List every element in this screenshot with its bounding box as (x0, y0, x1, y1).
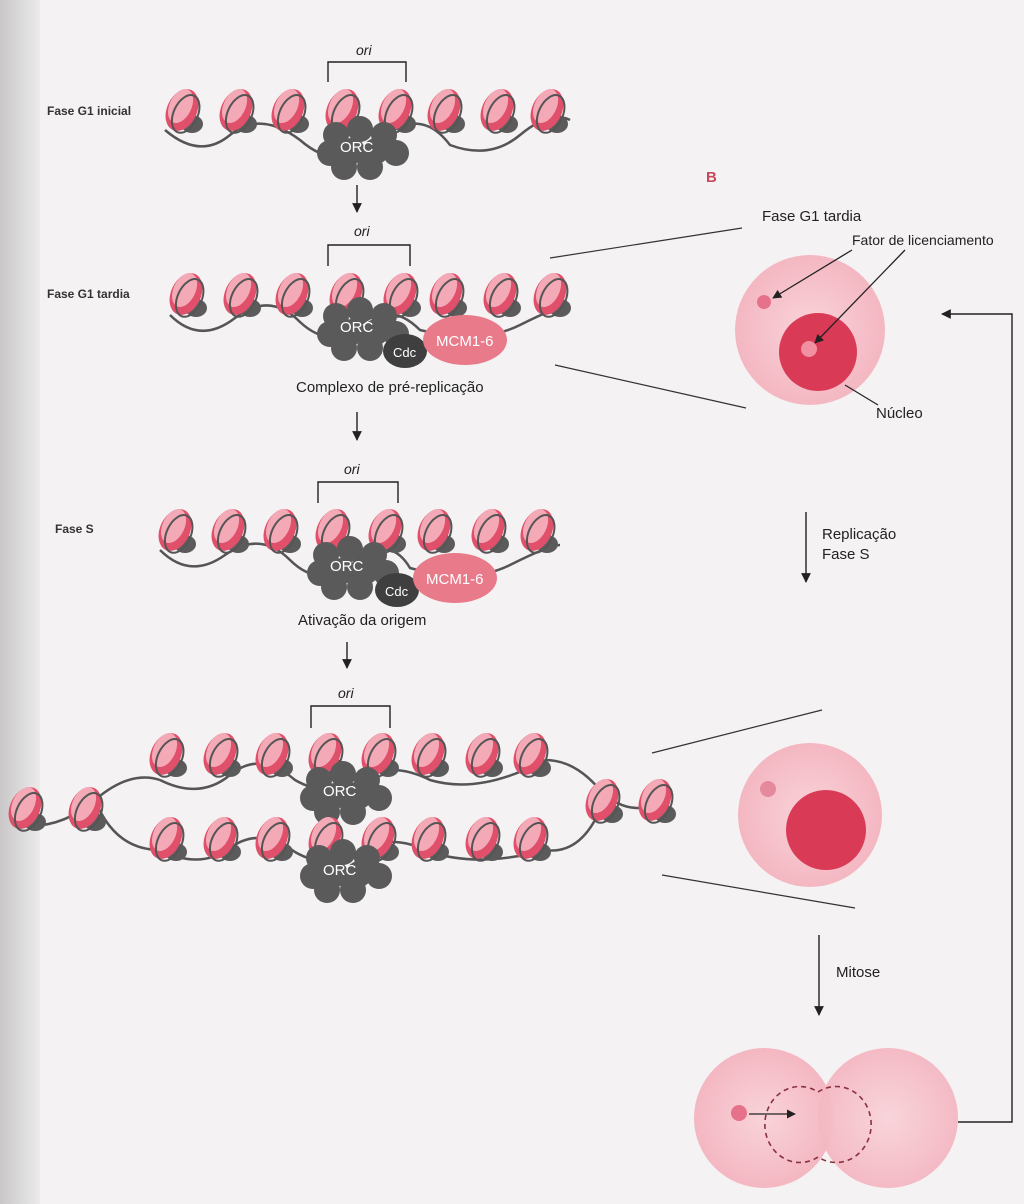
orc-label: ORC (330, 558, 364, 575)
licensing-factor-mitosis (731, 1105, 747, 1121)
orc-label-top: ORC (323, 783, 357, 800)
stage-g1-early (47, 42, 570, 212)
nucleosome (459, 728, 505, 781)
nucleosome (197, 728, 243, 781)
caption-origin-activation: Ativação da origem (298, 612, 427, 629)
nucleosome (249, 728, 295, 781)
nucleosome (632, 774, 678, 827)
ori-label: ori (344, 461, 360, 477)
nucleosome (421, 84, 467, 137)
nucleosome (514, 504, 560, 557)
nucleosome (405, 812, 451, 865)
licensing-factor-in-cytoplasm (757, 295, 771, 309)
nucleosome (265, 84, 311, 137)
ori-label: ori (338, 685, 354, 701)
nucleosome (152, 504, 198, 557)
nucleus-label: Núcleo (876, 405, 923, 422)
panel-letter-b: B (706, 169, 717, 186)
nucleosome (197, 812, 243, 865)
stage-s-phase (55, 461, 560, 668)
licensing-factor-in-nucleus (801, 341, 817, 357)
orc-label-bottom: ORC (323, 862, 357, 879)
pointer-to-nucleus (845, 385, 878, 405)
nucleosome (159, 84, 205, 137)
nucleosome (465, 504, 511, 557)
ori-bracket (328, 62, 406, 82)
nucleus-g1-late (779, 313, 857, 391)
cdc-label: Cdc (385, 584, 409, 599)
orc-label: ORC (340, 139, 374, 156)
ori-bracket (318, 482, 398, 503)
nucleosome (205, 504, 251, 557)
mitosis-label: Mitose (836, 964, 881, 981)
phase-label-g1-early: Fase G1 inicial (47, 104, 132, 118)
s-phase-label: Fase S (822, 546, 870, 563)
nucleosome (62, 782, 108, 835)
nucleosome (143, 812, 189, 865)
phase-label-s: Fase S (55, 522, 94, 536)
cell-phase-label: Fase G1 tardia (762, 208, 862, 225)
nucleosome (459, 812, 505, 865)
ori-bracket (328, 245, 410, 266)
daughter-cell-left (694, 1048, 834, 1188)
replication-label: Replicação (822, 526, 897, 543)
nucleosome (143, 728, 189, 781)
nucleosome (524, 84, 570, 137)
ori-bracket (311, 706, 390, 728)
caption-pre-replication: Complexo de pré-replicação (296, 379, 484, 396)
nucleosome (579, 774, 625, 827)
stage-replicated (2, 685, 678, 903)
nucleosome (269, 268, 315, 321)
nucleosome (213, 84, 259, 137)
zoom-line-upper (550, 228, 742, 258)
nucleosome (423, 268, 469, 321)
nucleosome (474, 84, 520, 137)
mcm-label: MCM1-6 (426, 571, 484, 588)
licensing-factor-cytoplasm (760, 781, 776, 797)
daughter-cell-right (818, 1048, 958, 1188)
nucleosome (527, 268, 573, 321)
nucleosome (477, 268, 523, 321)
orc-label: ORC (340, 319, 374, 336)
stage-g1-late (47, 223, 573, 440)
nucleosome (217, 268, 263, 321)
ori-label: ori (354, 223, 370, 239)
cdc-label: Cdc (393, 345, 417, 360)
licensing-factor-label: Fator de licenciamento (852, 232, 994, 248)
phase-label-g1-late: Fase G1 tardia (47, 287, 130, 301)
cycle-return-arrow (942, 314, 1012, 1122)
nucleosome (2, 782, 48, 835)
mcm-label: MCM1-6 (436, 333, 494, 350)
nucleosome (411, 504, 457, 557)
nucleus-s-phase (786, 790, 866, 870)
ori-label: ori (356, 42, 372, 58)
nucleosome (257, 504, 303, 557)
nucleosome (163, 268, 209, 321)
zoom-line-lower (555, 365, 746, 408)
